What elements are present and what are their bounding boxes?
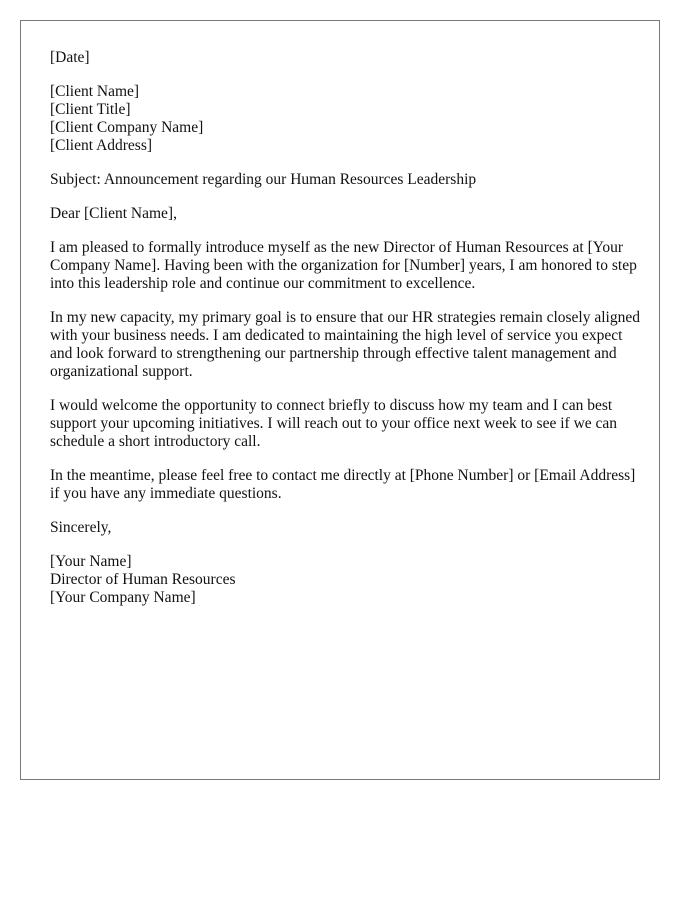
recipient-address: [Client Address] bbox=[50, 137, 153, 154]
letter-salutation: Dear [Client Name], bbox=[50, 205, 177, 222]
body-paragraph-2: In my new capacity, my primary goal is to ensure that our HR strategies remain closely aligned with your business needs. I am dedicated to maintaining the high level of service you expect and look forward to strengthening our partnership through effective talent management and organizational support. bbox=[50, 309, 640, 380]
signature-block bbox=[50, 553, 640, 607]
recipient-company: [Client Company Name] bbox=[50, 119, 204, 136]
date-block bbox=[50, 49, 640, 67]
letter-closing: Sincerely, bbox=[50, 519, 112, 536]
letter-body bbox=[50, 49, 640, 623]
letter-page bbox=[20, 20, 660, 780]
signature-title: Director of Human Resources bbox=[50, 571, 236, 588]
letter-subject: Subject: Announcement regarding our Human Resources Leadership bbox=[50, 171, 477, 188]
closing-block bbox=[50, 519, 640, 537]
recipient-name: [Client Name] bbox=[50, 83, 140, 100]
body-paragraph-3: I would welcome the opportunity to connect briefly to discuss how my team and I can best support your upcoming initiatives. I will reach out to your office next week to see if we can schedule a short introductory call. bbox=[50, 397, 618, 450]
body-paragraph-1: I am pleased to formally introduce myself as the new Director of Human Resources at [Your Company Name]. Having been with the organization for [Number] years, I am honored to step into this leadership role and continue our commitment to excellence. bbox=[50, 239, 637, 292]
subject-block bbox=[50, 171, 640, 189]
recipient-title: [Client Title] bbox=[50, 101, 131, 118]
salutation-block bbox=[50, 205, 640, 223]
signature-company: [Your Company Name] bbox=[50, 589, 196, 606]
signature-name: [Your Name] bbox=[50, 553, 132, 570]
letter-date: [Date] bbox=[50, 49, 90, 66]
body-paragraph-4: In the meantime, please feel free to contact me directly at [Phone Number] or [Email Address] if you have any immediate questions. bbox=[50, 467, 636, 502]
recipient-block bbox=[50, 83, 640, 155]
